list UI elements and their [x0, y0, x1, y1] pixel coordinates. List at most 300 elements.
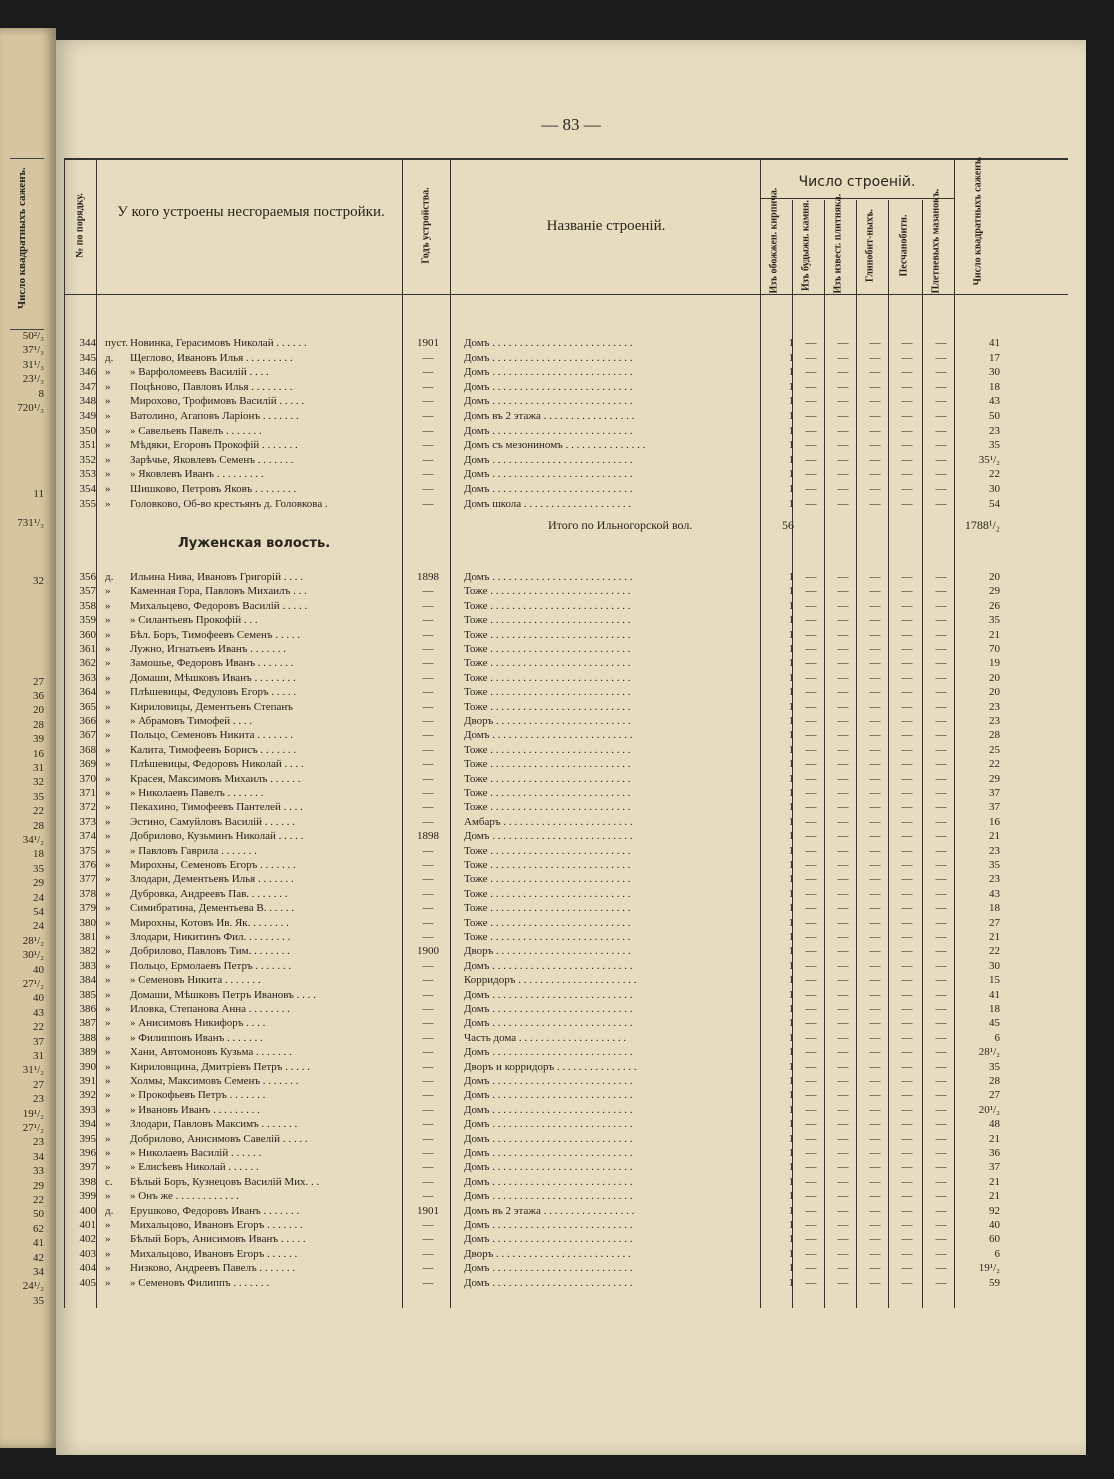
place-prefix: » — [105, 1075, 111, 1087]
row-number: 392 — [79, 1089, 96, 1102]
empty-dash-cell: — — [869, 380, 881, 393]
row-number: 344 — [79, 337, 96, 349]
brick-count-cell: 1 — [788, 1204, 794, 1217]
area-cell: 50 — [989, 410, 1000, 422]
empty-dash-cell: — — [935, 916, 947, 929]
row-number: 379 — [79, 902, 96, 915]
empty-dash-cell: — — [837, 1046, 849, 1059]
empty-dash-cell: — — [805, 959, 817, 972]
area-cell: 35 — [989, 614, 1000, 627]
col-line-1 — [96, 160, 97, 1308]
left-page-edge — [0, 28, 56, 1448]
empty-dash-cell: — — [901, 585, 913, 598]
empty-dash-cell: — — [805, 571, 817, 583]
year-cell: — — [422, 380, 434, 393]
empty-dash-cell: — — [901, 1276, 913, 1289]
empty-dash-cell: — — [935, 988, 947, 1001]
row-number: 358 — [79, 599, 96, 612]
empty-dash-cell: — — [869, 815, 881, 828]
empty-dash-cell: — — [837, 887, 849, 900]
left-page-value: 27 — [33, 675, 44, 688]
area-cell: 28 — [989, 729, 1000, 742]
left-page-value: 40 — [33, 963, 44, 976]
row-number: 389 — [79, 1046, 96, 1059]
place-prefix: » — [105, 844, 111, 857]
row-number: 383 — [79, 959, 96, 972]
owner-cell: Холмы, Максимовъ Семенъ . . . . . . . — [130, 1075, 299, 1087]
building-cell: Тоже . . . . . . . . . . . . . . . . . . . . . . . . . . — [464, 801, 631, 814]
year-cell: — — [422, 815, 434, 828]
empty-dash-cell: — — [935, 1247, 947, 1260]
owner-cell: Добрилово, Анисимовъ Савелій . . . . . — [130, 1132, 308, 1145]
section-title: Луженская волость. — [178, 536, 331, 551]
year-cell: — — [422, 1118, 434, 1131]
owner-cell: Каменная Гора, Павловъ Михаилъ . . . — [130, 585, 307, 598]
empty-dash-cell: — — [805, 729, 817, 742]
empty-dash-cell: — — [805, 1190, 817, 1203]
empty-dash-cell: — — [901, 1103, 913, 1116]
owner-cell: Михальцово, Ивановъ Егоръ . . . . . . — [130, 1247, 298, 1260]
empty-dash-cell: — — [805, 787, 817, 799]
empty-dash-cell: — — [837, 772, 849, 785]
building-cell: Домъ . . . . . . . . . . . . . . . . . . . . . . . . . . — [464, 1003, 633, 1015]
empty-dash-cell: — — [935, 729, 947, 742]
empty-dash-cell: — — [935, 974, 947, 987]
year-cell: — — [422, 1276, 434, 1289]
empty-dash-cell: — — [837, 830, 849, 843]
empty-dash-cell: — — [935, 758, 947, 771]
owner-cell: Пекахино, Тимофеевъ Пантелей . . . . — [130, 801, 303, 814]
empty-dash-cell: — — [869, 1046, 881, 1059]
building-cell: Дворъ и корридоръ . . . . . . . . . . . . . . . — [464, 1060, 637, 1073]
empty-dash-cell: — — [837, 815, 849, 828]
owner-cell: Лужно, Игнатьевъ Иванъ . . . . . . . — [130, 643, 286, 655]
owner-cell: Михальцово, Ивановъ Егоръ . . . . . . . — [130, 1219, 303, 1231]
empty-dash-cell: — — [837, 1190, 849, 1203]
empty-dash-cell: — — [935, 959, 947, 972]
empty-dash-cell: — — [869, 483, 881, 495]
empty-dash-cell: — — [869, 988, 881, 1001]
brick-count-cell: 1 — [788, 1132, 794, 1145]
empty-dash-cell: — — [935, 1132, 947, 1145]
empty-dash-cell: — — [837, 671, 849, 684]
empty-dash-cell: — — [805, 945, 817, 958]
place-prefix: » — [105, 931, 111, 943]
place-prefix: » — [105, 974, 111, 987]
place-prefix: » — [105, 395, 111, 408]
header-top-rule — [64, 158, 1068, 160]
empty-dash-cell: — — [837, 859, 849, 871]
area-cell: 40 — [989, 1219, 1000, 1231]
empty-dash-cell: — — [869, 887, 881, 900]
left-page-value: 28 — [33, 819, 44, 832]
area-cell: 18 — [989, 902, 1000, 915]
place-prefix: » — [105, 410, 111, 422]
empty-dash-cell: — — [935, 1118, 947, 1131]
empty-dash-cell: — — [901, 599, 913, 612]
empty-dash-cell: — — [869, 1003, 881, 1015]
building-cell: Дворъ . . . . . . . . . . . . . . . . . . . . . . . . . — [464, 715, 631, 727]
empty-dash-cell: — — [901, 671, 913, 684]
place-prefix: д. — [105, 571, 114, 583]
empty-dash-cell: — — [935, 1003, 947, 1015]
place-prefix: » — [105, 1060, 111, 1073]
place-prefix: » — [105, 468, 111, 481]
place-prefix: » — [105, 1046, 111, 1059]
empty-dash-cell: — — [869, 873, 881, 886]
building-cell: Домъ . . . . . . . . . . . . . . . . . . . . . . . . . . — [464, 424, 633, 437]
empty-dash-cell: — — [935, 599, 947, 612]
left-page-value: 36 — [33, 690, 44, 702]
year-cell: — — [422, 729, 434, 742]
header-sq: Число квадратныхъ саженъ. — [972, 156, 984, 286]
owner-cell: » Ивановъ Иванъ . . . . . . . . . — [130, 1103, 260, 1116]
empty-dash-cell: — — [805, 468, 817, 481]
brick-count-cell: 1 — [788, 1219, 794, 1231]
empty-dash-cell: — — [837, 351, 849, 364]
empty-dash-cell: — — [837, 715, 849, 727]
area-cell: 21 — [989, 628, 1000, 641]
area-cell: 92 — [989, 1204, 1000, 1217]
empty-dash-cell: — — [901, 395, 913, 408]
empty-dash-cell: — — [901, 859, 913, 871]
left-page-header-text: Число квадратныхъ саженъ. — [16, 167, 28, 309]
brick-count-cell: 1 — [788, 1262, 794, 1275]
left-page-value: 27¹/₂ — [22, 978, 44, 990]
empty-dash-cell: — — [901, 815, 913, 828]
empty-dash-cell: — — [805, 453, 817, 466]
building-cell: Домъ школа . . . . . . . . . . . . . . . . . . . . — [464, 497, 632, 510]
empty-dash-cell: — — [869, 700, 881, 713]
year-cell: — — [422, 1175, 434, 1188]
empty-dash-cell: — — [935, 844, 947, 857]
area-cell: 30 — [989, 959, 1000, 972]
left-page-value: 24¹/₂ — [22, 1280, 44, 1293]
building-cell: Домъ . . . . . . . . . . . . . . . . . . . . . . . . . . — [464, 1147, 633, 1159]
empty-dash-cell: — — [837, 585, 849, 598]
row-number: 388 — [79, 1031, 96, 1044]
owner-cell: Плѣшевицы, Федоровъ Николай . . . . — [130, 758, 304, 771]
left-page-value: 32 — [33, 574, 44, 587]
row-number: 401 — [79, 1219, 96, 1231]
building-cell: Амбаръ . . . . . . . . . . . . . . . . . . . . . . . . — [464, 815, 633, 828]
place-prefix: » — [105, 1017, 111, 1030]
empty-dash-cell: — — [901, 974, 913, 987]
left-page-value: 20 — [33, 704, 44, 717]
building-cell: Домъ . . . . . . . . . . . . . . . . . . . . . . . . . . — [464, 380, 633, 393]
building-cell: Домъ . . . . . . . . . . . . . . . . . . . . . . . . . . — [464, 483, 633, 495]
brick-count-cell: 1 — [788, 599, 794, 612]
owner-cell: Ерушково, Федоровъ Иванъ . . . . . . . — [130, 1204, 300, 1217]
row-number: 348 — [79, 395, 96, 408]
building-cell: Тоже . . . . . . . . . . . . . . . . . . . . . . . . . . — [464, 585, 631, 598]
year-cell: — — [422, 1262, 434, 1275]
empty-dash-cell: — — [837, 1089, 849, 1102]
year-cell: — — [422, 931, 434, 943]
empty-dash-cell: — — [901, 959, 913, 972]
owner-cell: » Елисѣевъ Николай . . . . . . — [130, 1161, 259, 1174]
empty-dash-cell: — — [901, 1089, 913, 1102]
empty-dash-cell: — — [869, 1132, 881, 1145]
empty-dash-cell: — — [901, 1017, 913, 1030]
col-line-10 — [954, 160, 955, 1308]
building-cell: Домъ . . . . . . . . . . . . . . . . . . . . . . . . . . — [464, 453, 633, 466]
empty-dash-cell: — — [869, 959, 881, 972]
empty-dash-cell: — — [805, 1046, 817, 1059]
empty-dash-cell: — — [869, 614, 881, 627]
place-prefix: » — [105, 1132, 111, 1145]
place-prefix: » — [105, 758, 111, 771]
empty-dash-cell: — — [869, 974, 881, 987]
empty-dash-cell: — — [935, 1190, 947, 1203]
empty-dash-cell: — — [869, 628, 881, 641]
place-prefix: » — [105, 1276, 111, 1289]
empty-dash-cell: — — [805, 1175, 817, 1188]
empty-dash-cell: — — [935, 424, 947, 437]
year-cell: — — [422, 351, 434, 364]
year-cell: — — [422, 1233, 434, 1246]
year-cell: — — [422, 585, 434, 598]
empty-dash-cell: — — [901, 743, 913, 756]
empty-dash-cell: — — [805, 1118, 817, 1131]
row-number: 378 — [79, 887, 96, 900]
empty-dash-cell: — — [869, 1060, 881, 1073]
area-cell: 21 — [989, 1190, 1000, 1203]
area-cell: 28 — [989, 1075, 1000, 1087]
empty-dash-cell: — — [837, 483, 849, 495]
building-cell: Домъ . . . . . . . . . . . . . . . . . . . . . . . . . . — [464, 395, 633, 408]
building-cell: Домъ . . . . . . . . . . . . . . . . . . . . . . . . . . — [464, 1190, 633, 1203]
brick-count-cell: 1 — [788, 366, 794, 379]
year-cell: — — [422, 787, 434, 799]
owner-cell: Бѣлый Боръ, Анисимовъ Иванъ . . . . . — [130, 1233, 306, 1246]
empty-dash-cell: — — [935, 366, 947, 379]
area-cell: 23 — [989, 700, 1000, 713]
total-label: Итого по Ильногорской вол. — [548, 518, 693, 532]
brick-count-cell: 1 — [788, 468, 794, 481]
place-prefix: » — [105, 585, 111, 598]
year-cell: — — [422, 1060, 434, 1073]
empty-dash-cell: — — [935, 351, 947, 364]
building-cell: Тоже . . . . . . . . . . . . . . . . . . . . . . . . . . — [464, 859, 631, 871]
row-number: 347 — [79, 380, 96, 393]
place-prefix: » — [105, 686, 111, 699]
empty-dash-cell: — — [805, 931, 817, 943]
owner-cell: » Анисимовъ Никифоръ . . . . — [130, 1017, 266, 1030]
empty-dash-cell: — — [869, 1031, 881, 1044]
row-number: 382 — [79, 945, 96, 958]
empty-dash-cell: — — [901, 873, 913, 886]
area-cell: 26 — [989, 599, 1000, 612]
empty-dash-cell: — — [869, 1262, 881, 1275]
owner-cell: » Павловъ Гаврила . . . . . . . — [130, 844, 257, 857]
year-cell: — — [422, 1247, 434, 1260]
owner-cell: Головково, Об-во крестьянъ д. Головкова . — [130, 497, 328, 510]
brick-count-cell: 1 — [788, 700, 794, 713]
building-cell: Домъ . . . . . . . . . . . . . . . . . . . . . . . . . . — [464, 571, 633, 583]
brick-count-cell: 1 — [788, 614, 794, 627]
brick-count-cell: 1 — [788, 337, 794, 349]
row-number: 353 — [79, 468, 96, 481]
left-page-value: 43 — [33, 1006, 44, 1019]
year-cell: — — [422, 974, 434, 987]
place-prefix: » — [105, 1103, 111, 1116]
area-cell: 22 — [989, 468, 1000, 481]
building-cell: Тоже . . . . . . . . . . . . . . . . . . . . . . . . . . — [464, 614, 631, 627]
empty-dash-cell: — — [805, 483, 817, 495]
empty-dash-cell: — — [869, 453, 881, 466]
empty-dash-cell: — — [805, 380, 817, 393]
building-cell: Тоже . . . . . . . . . . . . . . . . . . . . . . . . . . — [464, 844, 631, 857]
empty-dash-cell: — — [935, 1161, 947, 1174]
year-cell: — — [422, 395, 434, 408]
owner-cell: Щеглово, Ивановъ Илья . . . . . . . . . — [130, 351, 293, 364]
brick-count-cell: 1 — [788, 1060, 794, 1073]
empty-dash-cell: — — [935, 1262, 947, 1275]
empty-dash-cell: — — [837, 916, 849, 929]
empty-dash-cell: — — [805, 1219, 817, 1231]
row-number: 396 — [79, 1147, 96, 1159]
empty-dash-cell: — — [935, 439, 947, 452]
owner-cell: Ильина Нива, Ивановъ Григорій . . . . — [130, 571, 303, 583]
brick-count-cell: 1 — [788, 1233, 794, 1246]
area-cell: 6 — [994, 1031, 1000, 1044]
year-cell: — — [422, 1017, 434, 1030]
empty-dash-cell: — — [837, 931, 849, 943]
empty-dash-cell: — — [901, 453, 913, 466]
left-page-value: 23 — [33, 1093, 44, 1106]
empty-dash-cell: — — [869, 1017, 881, 1030]
year-cell: — — [422, 686, 434, 699]
area-cell: 35¹/₂ — [978, 453, 1000, 466]
left-page-value: 22 — [33, 805, 44, 818]
row-number: 390 — [79, 1060, 96, 1073]
year-cell: — — [422, 468, 434, 481]
owner-cell: » Филипповъ Иванъ . . . . . . . — [130, 1031, 263, 1044]
place-prefix: » — [105, 1247, 111, 1260]
left-page-value: 62 — [33, 1222, 44, 1235]
place-prefix: » — [105, 1233, 111, 1246]
empty-dash-cell: — — [805, 410, 817, 422]
year-cell: — — [422, 844, 434, 857]
year-cell: — — [422, 1031, 434, 1044]
owner-cell: Бѣлый Боръ, Кузнецовъ Василій Мих. . . — [130, 1175, 320, 1188]
empty-dash-cell: — — [935, 945, 947, 958]
area-cell: 54 — [989, 497, 1000, 510]
area-cell: 29 — [989, 585, 1000, 598]
place-prefix: » — [105, 1089, 111, 1102]
empty-dash-cell: — — [901, 439, 913, 452]
year-cell: — — [422, 453, 434, 466]
header-c6: Плетневыхъ мазанокъ. — [930, 188, 942, 294]
building-cell: Домъ . . . . . . . . . . . . . . . . . . . . . . . . . . — [464, 1089, 633, 1102]
empty-dash-cell: — — [805, 1060, 817, 1073]
area-cell: 20 — [989, 571, 1000, 583]
building-cell: Тоже . . . . . . . . . . . . . . . . . . . . . . . . . . — [464, 743, 631, 756]
year-cell: — — [422, 366, 434, 379]
place-prefix: » — [105, 1219, 111, 1231]
brick-count-cell: 1 — [788, 815, 794, 828]
building-cell: Домъ . . . . . . . . . . . . . . . . . . . . . . . . . . — [464, 830, 633, 843]
empty-dash-cell: — — [901, 628, 913, 641]
owner-cell: » Николаевъ Василій . . . . . . — [130, 1147, 262, 1159]
place-prefix: » — [105, 366, 111, 379]
empty-dash-cell: — — [901, 410, 913, 422]
row-number: 399 — [79, 1190, 96, 1203]
empty-dash-cell: — — [935, 1089, 947, 1102]
brick-count-cell: 1 — [788, 902, 794, 915]
building-cell: Тоже . . . . . . . . . . . . . . . . . . . . . . . . . . — [464, 628, 631, 641]
empty-dash-cell: — — [869, 1161, 881, 1174]
row-number: 376 — [79, 859, 96, 871]
empty-dash-cell: — — [935, 887, 947, 900]
header-c2: Изъ будыжн. камня. — [800, 200, 812, 291]
empty-dash-cell: — — [901, 887, 913, 900]
header-group: Число строеній. — [798, 174, 916, 190]
left-page-value: 37 — [33, 1035, 44, 1048]
empty-dash-cell: — — [869, 1190, 881, 1203]
left-page-value: 24 — [33, 920, 44, 933]
year-cell: — — [422, 483, 434, 495]
empty-dash-cell: — — [935, 1075, 947, 1087]
year-cell: — — [422, 988, 434, 1001]
empty-dash-cell: — — [901, 1204, 913, 1217]
empty-dash-cell: — — [837, 453, 849, 466]
empty-dash-cell: — — [901, 614, 913, 627]
place-prefix: » — [105, 1118, 111, 1131]
area-cell: 36 — [989, 1147, 1000, 1159]
row-number: 397 — [79, 1161, 96, 1174]
building-cell: Тоже . . . . . . . . . . . . . . . . . . . . . . . . . . — [464, 931, 631, 943]
empty-dash-cell: — — [901, 686, 913, 699]
empty-dash-cell: — — [901, 366, 913, 379]
empty-dash-cell: — — [935, 468, 947, 481]
owner-cell: » Семеновъ Филиппъ . . . . . . . — [130, 1276, 270, 1289]
year-cell: — — [422, 497, 434, 510]
empty-dash-cell: — — [805, 1031, 817, 1044]
row-number: 385 — [79, 988, 96, 1001]
place-prefix: » — [105, 453, 111, 466]
owner-cell: Михальцево, Федоровъ Василій . . . . . — [130, 599, 308, 612]
empty-dash-cell: — — [869, 1276, 881, 1289]
owner-cell: Польцо, Ермолаевъ Петръ . . . . . . . — [130, 959, 292, 972]
row-number: 404 — [79, 1262, 96, 1275]
empty-dash-cell: — — [837, 657, 849, 670]
left-page-value: 35 — [33, 1294, 44, 1307]
owner-cell: Дубровка, Андреевъ Пав. . . . . . . . — [130, 887, 288, 900]
empty-dash-cell: — — [935, 1204, 947, 1217]
place-prefix: » — [105, 859, 111, 871]
empty-dash-cell: — — [837, 1175, 849, 1188]
left-page-value: 11 — [33, 488, 44, 501]
left-page-value: 28¹/₂ — [22, 934, 44, 947]
empty-dash-cell: — — [869, 931, 881, 943]
empty-dash-cell: — — [869, 859, 881, 871]
brick-count-cell: 1 — [788, 887, 794, 900]
empty-dash-cell: — — [935, 380, 947, 393]
header-bottom-rule — [64, 294, 1068, 295]
empty-dash-cell: — — [805, 1276, 817, 1289]
row-number: 402 — [79, 1233, 96, 1246]
year-cell: — — [422, 1103, 434, 1116]
area-cell: 22 — [989, 758, 1000, 771]
year-cell: — — [422, 916, 434, 929]
empty-dash-cell: — — [805, 772, 817, 785]
left-page-value: 40 — [33, 992, 44, 1005]
left-page-value: 54 — [33, 906, 44, 918]
brick-count-cell: 1 — [788, 1003, 794, 1015]
empty-dash-cell: — — [837, 1247, 849, 1260]
